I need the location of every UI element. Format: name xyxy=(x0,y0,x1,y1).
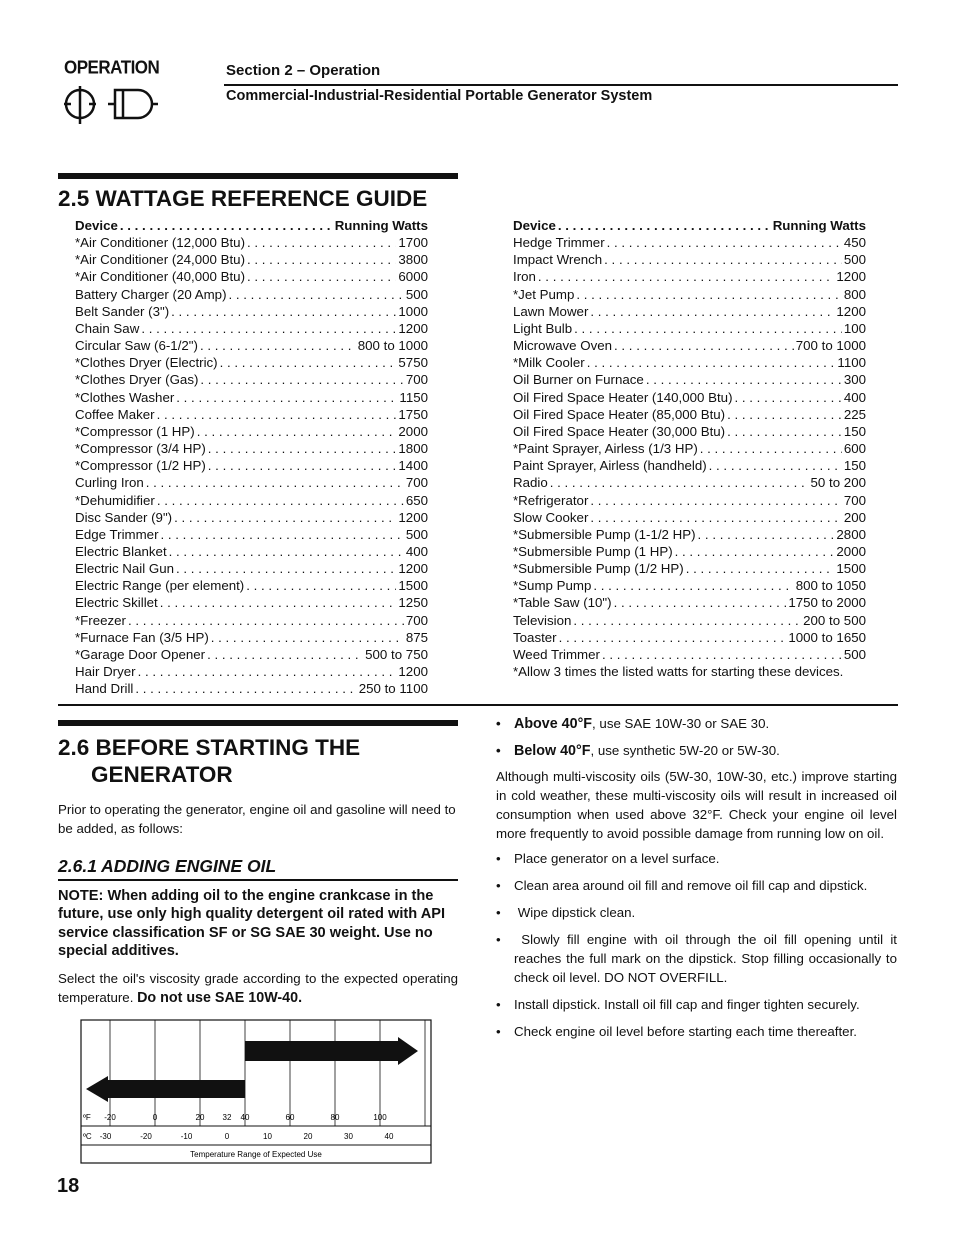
device-column-header: Device xyxy=(75,218,118,233)
device-name: Belt Sander (3") xyxy=(75,303,170,319)
table-row xyxy=(75,371,428,388)
table-row xyxy=(513,629,866,646)
device-name: Curling Iron xyxy=(75,475,144,491)
table-row xyxy=(75,440,428,457)
device-name: Microwave Oven xyxy=(513,338,613,354)
running-watts: 1250 xyxy=(398,595,428,611)
running-watts: 600 xyxy=(843,441,866,457)
running-watts: 500 xyxy=(843,252,866,268)
device-name: Lawn Mower xyxy=(513,303,589,319)
device-name: Circular Saw (6-1/2") xyxy=(75,338,198,354)
celsius-tick-label: 40 xyxy=(384,1132,394,1141)
table-row xyxy=(75,286,428,303)
fahrenheit-tick-label: -20 xyxy=(104,1113,116,1122)
table-row xyxy=(513,337,866,354)
table-row xyxy=(513,423,866,440)
list-item: • Wipe dipstick clean. xyxy=(496,905,636,920)
device-name: *Milk Cooler xyxy=(513,355,585,371)
device-name: *Freezer xyxy=(75,612,126,628)
device-name: Iron xyxy=(513,269,536,285)
running-watts: 200 xyxy=(843,509,866,525)
table-row xyxy=(513,646,866,663)
device-name: Disc Sander (9") xyxy=(75,509,173,525)
device-name: Weed Trimmer xyxy=(513,646,600,662)
device-name: Paint Sprayer, Airless (handheld) xyxy=(513,458,707,474)
table-row xyxy=(513,406,866,423)
device-name: *Compressor (1 HP) xyxy=(75,423,195,439)
list-item: • Below 40°F, use synthetic 5W-20 or 5W-30. xyxy=(496,743,780,759)
device-name: *Submersible Pump (1-1/2 HP) xyxy=(513,526,696,542)
celsius-tick-label: 0 xyxy=(224,1132,230,1141)
device-name: *Submersible Pump (1 HP) xyxy=(513,543,673,559)
fahrenheit-tick-label: 60 xyxy=(285,1113,295,1122)
device-name: Electric Skillet xyxy=(75,595,158,611)
running-watts: 700 xyxy=(843,492,866,508)
device-name: *Clothes Washer xyxy=(75,389,175,405)
viscosity-warning: Do not use SAE 10W-40. xyxy=(137,990,303,1006)
viscosity-text: Select the oil's viscosity grade according to the expected operating temperature. xyxy=(58,971,458,1005)
device-name: *Dehumidifier xyxy=(75,492,155,508)
running-watts: 2000 xyxy=(836,543,866,559)
running-watts: 50 to 200 xyxy=(810,475,866,491)
running-watts: 400 xyxy=(405,543,428,559)
running-watts: 1750 to 2000 xyxy=(788,595,866,611)
running-watts: 100 xyxy=(843,320,866,336)
running-watts: 500 xyxy=(405,286,428,302)
running-watts: 1200 xyxy=(836,303,866,319)
table-row xyxy=(513,492,866,509)
table-row xyxy=(513,560,866,577)
watts-column-header: Running Watts xyxy=(772,218,866,233)
device-name: Impact Wrench xyxy=(513,252,603,268)
table-row xyxy=(75,268,428,285)
table-row xyxy=(75,612,428,629)
table-row xyxy=(75,406,428,423)
table-row xyxy=(513,526,866,543)
running-watts: 800 xyxy=(843,286,866,302)
running-watts: 700 xyxy=(405,475,428,491)
device-name: Oil Fired Space Heater (85,000 Btu) xyxy=(513,406,726,422)
table-row xyxy=(75,251,428,268)
section-rule xyxy=(58,173,458,179)
above-temp-text: , use SAE 10W-30 or SAE 30. xyxy=(592,716,770,731)
table-row xyxy=(75,457,428,474)
table-row xyxy=(513,251,866,268)
step-text: Wipe dipstick clean. xyxy=(514,905,636,920)
running-watts: 500 to 750 xyxy=(365,646,428,662)
fahrenheit-tick-label: 40 xyxy=(240,1113,250,1122)
fahrenheit-tick-label: 0 xyxy=(152,1113,158,1122)
table-row xyxy=(75,389,428,406)
list-item: • Check engine oil level before starting each time thereafter. xyxy=(496,1024,857,1039)
table-row xyxy=(75,680,428,697)
table-row xyxy=(513,268,866,285)
device-name: Hand Drill xyxy=(75,681,134,697)
device-column-header: Device xyxy=(513,218,556,233)
table-header-row xyxy=(75,217,428,234)
table-row xyxy=(75,560,428,577)
running-watts: 800 to 1000 xyxy=(357,338,428,354)
device-name: Radio xyxy=(513,475,548,491)
oil-temperature-chart xyxy=(80,1019,432,1165)
device-name: *Air Conditioner (40,000 Btu) xyxy=(75,269,245,285)
running-watts: 1700 xyxy=(398,235,428,251)
device-name: *Clothes Dryer (Electric) xyxy=(75,355,218,371)
below-temp-label: Below 40°F xyxy=(514,743,591,759)
device-name: Edge Trimmer xyxy=(75,526,159,542)
fahrenheit-axis-label: ºF xyxy=(83,1113,91,1122)
table-row xyxy=(513,577,866,594)
running-watts: 1000 xyxy=(398,303,428,319)
wattage-section-title: 2.5 WATTAGE REFERENCE GUIDE xyxy=(58,186,428,211)
running-watts: 250 to 1100 xyxy=(358,681,428,697)
table-row xyxy=(75,423,428,440)
device-name: *Compressor (3/4 HP) xyxy=(75,441,206,457)
celsius-tick-label: -20 xyxy=(140,1132,152,1141)
running-watts: 1200 xyxy=(398,664,428,680)
device-name: Battery Charger (20 Amp) xyxy=(75,286,227,302)
table-row xyxy=(513,509,866,526)
table-row xyxy=(513,594,866,611)
celsius-tick-label: -30 xyxy=(99,1132,112,1141)
section-rule xyxy=(58,720,458,726)
table-row xyxy=(513,371,866,388)
viscosity-paragraph xyxy=(58,969,458,1008)
celsius-tick-label: -10 xyxy=(180,1132,193,1141)
running-watts: 700 xyxy=(405,372,428,388)
device-name: Toaster xyxy=(513,629,557,645)
running-watts: 700 to 1000 xyxy=(795,338,866,354)
table-row xyxy=(513,457,866,474)
device-name: *Clothes Dryer (Gas) xyxy=(75,372,199,388)
table-row xyxy=(513,303,866,320)
list-item: • Slowly fill engine with oil through the oil fill opening until it reaches the full mark on the dipstick. Stop filling occasionally to check oil level. DO NOT OVERFILL. xyxy=(496,932,901,985)
document-subtitle: Commercial-Industrial-Residential Portable Generator System xyxy=(226,88,653,104)
table-row xyxy=(513,474,866,491)
step-text: Slowly fill engine with oil through the oil fill opening until it reaches the full mark on the dipstick. Stop filling occasionally to check oil level. DO NOT OVERFILL. xyxy=(514,932,901,985)
above-40f-arrow xyxy=(245,1037,418,1065)
table-header-row xyxy=(513,217,866,234)
running-watts: 450 xyxy=(843,235,866,251)
device-name: Oil Burner on Furnace xyxy=(513,372,644,388)
running-watts: 1500 xyxy=(836,561,866,577)
device-name: *Table Saw (10") xyxy=(513,595,612,611)
fahrenheit-tick-label: 20 xyxy=(195,1113,205,1122)
running-watts: 400 xyxy=(843,389,866,405)
running-watts: 800 to 1050 xyxy=(795,578,866,594)
table-row xyxy=(513,440,866,457)
table-row xyxy=(75,663,428,680)
running-watts: 2800 xyxy=(836,526,866,542)
running-watts: 1500 xyxy=(398,578,428,594)
step-text: Clean area around oil fill and remove oil fill cap and dipstick. xyxy=(514,878,868,893)
device-name: Electric Blanket xyxy=(75,543,167,559)
table-row xyxy=(513,612,866,629)
table-row xyxy=(75,354,428,371)
table-row xyxy=(75,303,428,320)
running-watts: 5750 xyxy=(398,355,428,371)
device-name: Hair Dryer xyxy=(75,664,136,680)
device-name: Oil Fired Space Heater (140,000 Btu) xyxy=(513,389,733,405)
device-name: Television xyxy=(513,612,572,628)
starting-watts-footnote: *Allow 3 times the listed watts for starting these devices. xyxy=(513,664,844,680)
adding-oil-subtitle: 2.6.1 ADDING ENGINE OIL xyxy=(58,856,277,876)
table-row xyxy=(75,526,428,543)
title-line: 2.6 BEFORE STARTING THE xyxy=(58,735,361,760)
oil-grade-list xyxy=(496,714,898,761)
device-name: *Paint Sprayer, Airless (1/3 HP) xyxy=(513,441,698,457)
running-watts: 2000 xyxy=(398,423,428,439)
fahrenheit-tick-label: 80 xyxy=(330,1113,340,1122)
celsius-tick-label: 10 xyxy=(263,1132,272,1141)
operation-badge-title: OPERATION xyxy=(64,57,160,78)
running-watts: 1200 xyxy=(398,320,428,336)
subtitle-rule xyxy=(58,879,458,881)
running-watts: 200 to 500 xyxy=(803,612,866,628)
fahrenheit-tick-label: 32 xyxy=(222,1113,232,1122)
table-row xyxy=(75,474,428,491)
device-name: Electric Range (per element) xyxy=(75,578,245,594)
page-number: 18 xyxy=(57,1175,80,1197)
table-row xyxy=(75,629,428,646)
running-watts: 150 xyxy=(843,458,866,474)
celsius-tick-label: 30 xyxy=(344,1132,353,1141)
running-watts: 500 xyxy=(405,526,428,542)
table-row xyxy=(513,389,866,406)
step-text: Place generator on a level surface. xyxy=(514,851,720,866)
step-text: Check engine oil level before starting each time thereafter. xyxy=(514,1024,857,1039)
running-watts: 1800 xyxy=(398,441,428,457)
table-row xyxy=(513,543,866,560)
running-watts: 500 xyxy=(843,646,866,662)
table-row xyxy=(75,543,428,560)
running-watts: 300 xyxy=(843,372,866,388)
title-line: GENERATOR xyxy=(91,762,233,787)
table-row xyxy=(75,234,428,251)
before-starting-title xyxy=(58,734,360,788)
table-row xyxy=(513,320,866,337)
device-name: *Air Conditioner (24,000 Btu) xyxy=(75,252,245,268)
oil-note: NOTE: When adding oil to the engine crankcase in the future, use only high quality detergent oil rated with API service classification SF or SG SAE 30 weight. Use no special additives. xyxy=(58,888,446,959)
device-name: Light Bulb xyxy=(513,320,573,336)
device-name: *Compressor (1/2 HP) xyxy=(75,458,206,474)
running-watts: 6000 xyxy=(398,269,428,285)
table-row xyxy=(75,337,428,354)
list-item: • Place generator on a level surface. xyxy=(496,851,720,866)
wattage-table-right xyxy=(513,217,866,680)
table-row xyxy=(75,492,428,509)
running-watts: 1400 xyxy=(398,458,428,474)
running-watts: 1200 xyxy=(836,269,866,285)
running-watts: 3800 xyxy=(398,252,428,268)
table-row xyxy=(75,646,428,663)
oil-fill-steps xyxy=(496,849,901,1049)
celsius-tick-label: 20 xyxy=(303,1132,313,1141)
plug-outlet-icon xyxy=(60,82,160,132)
table-row xyxy=(513,234,866,251)
device-name: Coffee Maker xyxy=(75,406,155,422)
device-name: Slow Cooker xyxy=(513,509,589,525)
device-name: Electric Nail Gun xyxy=(75,561,175,577)
running-watts: 1200 xyxy=(398,509,428,525)
running-watts: 1200 xyxy=(398,561,428,577)
running-watts: 1150 xyxy=(399,389,428,405)
running-watts: 1100 xyxy=(837,355,866,371)
device-name: *Sump Pump xyxy=(513,578,592,594)
device-name: *Jet Pump xyxy=(513,286,575,302)
device-name: *Air Conditioner (12,000 Btu) xyxy=(75,235,245,251)
above-temp-label: Above 40°F xyxy=(514,716,593,732)
list-item: • Clean area around oil fill and remove oil fill cap and dipstick. xyxy=(496,878,868,893)
device-name: Chain Saw xyxy=(75,320,140,336)
running-watts: 225 xyxy=(843,406,866,422)
table-row xyxy=(75,509,428,526)
device-name: *Furnace Fan (3/5 HP) xyxy=(75,629,209,645)
section-label: Section 2 – Operation xyxy=(226,62,381,79)
device-name: Hedge Trimmer xyxy=(513,235,605,251)
device-name: *Garage Door Opener xyxy=(75,646,206,662)
header-rule xyxy=(224,84,898,86)
multi-viscosity-paragraph: Although multi-viscosity oils (5W-30, 10W-30, etc.) improve starting in cold weather, these multi-viscosity oils will result in increased oil consumption when used above 32°F. Check your engine oil level more frequently to avoid possible damage from running low on oil. xyxy=(496,769,897,841)
watts-column-header: Running Watts xyxy=(334,218,428,233)
below-temp-text: , use synthetic 5W-20 or 5W-30. xyxy=(590,743,780,758)
running-watts: 700 xyxy=(405,612,428,628)
table-row xyxy=(513,286,866,303)
table-row xyxy=(513,354,866,371)
step-text: Install dipstick. Install oil fill cap and finger tighten securely. xyxy=(514,997,860,1012)
list-item: • Above 40°F, use SAE 10W-30 or SAE 30. xyxy=(496,716,770,732)
device-name: Oil Fired Space Heater (30,000 Btu) xyxy=(513,423,726,439)
table-row xyxy=(75,594,428,611)
chart-caption: Temperature Range of Expected Use xyxy=(190,1150,322,1159)
running-watts: 650 xyxy=(405,492,428,508)
list-item: • Install dipstick. Install oil fill cap and finger tighten securely. xyxy=(496,997,860,1012)
device-name: *Submersible Pump (1/2 HP) xyxy=(513,561,684,577)
table-row xyxy=(75,320,428,337)
fahrenheit-tick-label: 100 xyxy=(373,1113,387,1122)
table-bottom-rule xyxy=(58,704,898,706)
table-row xyxy=(75,577,428,594)
celsius-axis-label: ºC xyxy=(83,1132,92,1141)
running-watts: 1750 xyxy=(398,406,428,422)
running-watts: 1000 to 1650 xyxy=(788,629,866,645)
device-name: *Refrigerator xyxy=(513,492,589,508)
running-watts: 150 xyxy=(843,423,866,439)
wattage-table-left xyxy=(75,217,428,697)
running-watts: 875 xyxy=(405,629,428,645)
intro-paragraph: Prior to operating the generator, engine oil and gasoline will need to be added, as follows: xyxy=(58,802,456,836)
